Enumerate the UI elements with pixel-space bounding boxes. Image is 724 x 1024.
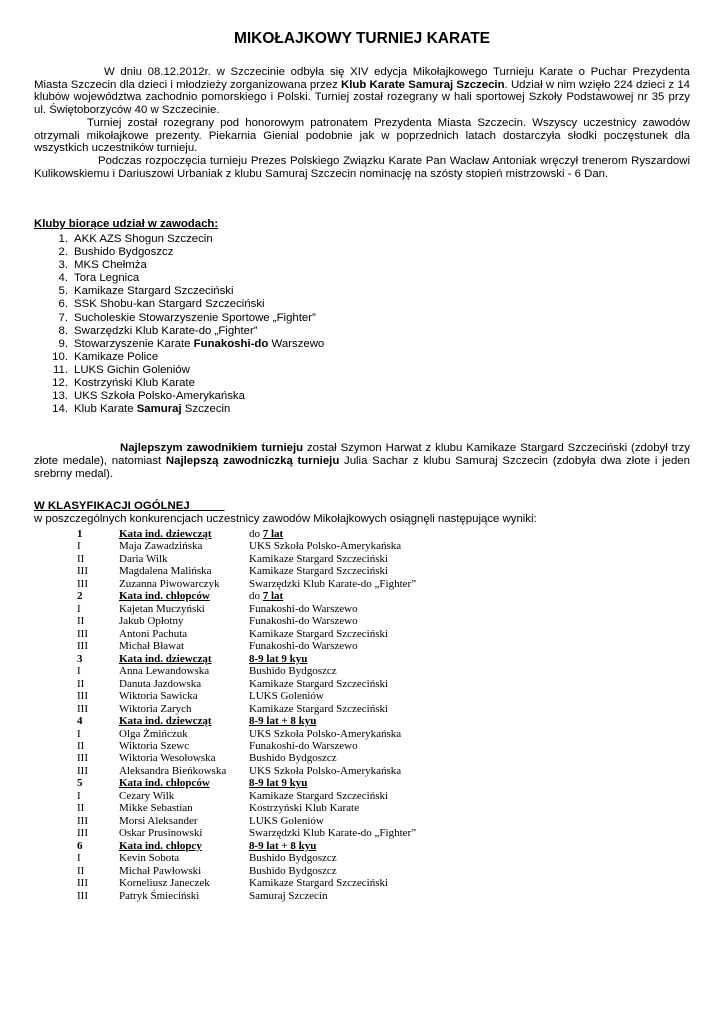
club-number: 3.: [58, 259, 68, 272]
category-name: Kata ind. dziewcząt: [119, 715, 212, 728]
result-club: Funakoshi-do Warszewo: [249, 615, 358, 628]
result-name: Zuzanna Piwowarczyk: [119, 577, 220, 590]
category-age-value: 8-9 lat + 8 kyu: [249, 839, 317, 852]
list-item: [34, 403, 324, 416]
result-name: Kevin Sobota: [119, 852, 180, 865]
result-club: Swarzędzki Klub Karate-do „Fighter”: [249, 577, 417, 590]
category-number: 6: [77, 839, 83, 852]
result-club: Kamikaze Stargard Szczeciński: [249, 565, 389, 578]
club-number: 1.: [58, 233, 68, 245]
result-place: III: [77, 627, 88, 640]
intro-text: . Udział w nim wzięło 224 dzieci z 14 klubów województwa zachodnio pomorskiego i Polski. Turniej został rozegrany w hali sportowej Szkoły Podstawowej nr 35 przy ul. Świętoborzyców 40 w Szczecinie.: [34, 78, 690, 117]
category-age-value: 8-9 lat 9 kyu: [249, 652, 308, 665]
result-place: III: [77, 752, 88, 765]
club-number: 12.: [52, 377, 68, 390]
result-club: Kamikaze Stargard Szczeciński: [249, 702, 389, 715]
result-place: III: [77, 877, 88, 890]
list-item: [34, 377, 324, 390]
result-place: I: [77, 602, 81, 615]
club-name: Szczecin: [181, 403, 231, 416]
classification-intro: w poszczególnych konkurencjach uczestnicy zawodów Mikołajkowych osiągnęli następujące wyniki:: [34, 513, 537, 525]
result-club: Samuraj Szczecin: [249, 889, 328, 902]
result-name: Michał Bławat: [119, 640, 185, 653]
list-item: [34, 351, 324, 364]
club-name-bold: Samuraj: [136, 403, 182, 416]
category-name: Kata ind. dziewcząt: [119, 528, 212, 540]
club-name: Stowarzyszenie Karate: [74, 337, 194, 350]
club-number: 10.: [52, 350, 68, 363]
result-club: Kostrzyński Klub Karate: [249, 802, 359, 815]
result-name: Korneliusz Janeczek: [119, 877, 210, 890]
organizer-club: Klub Karate Samuraj Szczecin: [341, 78, 505, 91]
result-name: Michał Pawłowski: [119, 864, 202, 877]
category-age: [249, 590, 283, 602]
category-age: [249, 840, 316, 852]
result-place: I: [77, 665, 81, 678]
list-item: [34, 364, 324, 377]
result-place: III: [77, 640, 88, 653]
result-place: I: [77, 540, 81, 553]
result-place: III: [77, 827, 88, 840]
club-number: 13.: [52, 390, 68, 403]
document-title: MIKOŁAJKOWY TURNIEJ KARATE: [233, 30, 491, 47]
category-name: Kata ind. chłopców: [119, 590, 210, 603]
result-club: LUKS Goleniów: [249, 690, 324, 703]
club-number: 8.: [58, 324, 68, 337]
result-club: UKS Szkoła Polsko-Amerykańska: [249, 540, 402, 553]
clubs-section: [34, 218, 324, 416]
result-club: Funakoshi-do Warszewo: [249, 602, 358, 615]
result-place: III: [77, 565, 88, 578]
best-male-label: Najlepszym zawodnikiem turnieju: [120, 442, 304, 454]
list-item: [34, 285, 324, 298]
list-item: [34, 325, 324, 338]
category-number: 2: [77, 590, 83, 603]
result-place: III: [77, 690, 88, 703]
club-number: 7.: [58, 311, 68, 324]
result-place: II: [77, 615, 85, 628]
result-name: Aleksandra Bieńkowska: [119, 764, 227, 777]
intro-text: W dniu 08.12.2012r. w Szczecinie odbyła się XIV edycja Mikołajkowego Turnieju Karate o Puchar Prezydenta Miasta Szczecin dla dzieci i młodzieży zorganizowana przez: [34, 66, 690, 91]
result-club: Kamikaze Stargard Szczeciński: [249, 677, 389, 690]
result-place: II: [77, 677, 85, 690]
result-name: Olga Żmińczuk: [119, 727, 188, 740]
result-place: I: [77, 727, 81, 740]
result-name: Wiktoria Zarych: [119, 702, 192, 715]
list-item: [34, 298, 324, 311]
category-number: 5: [77, 777, 83, 790]
result-place: I: [77, 852, 81, 865]
result-name: Antoni Pachuta: [119, 627, 188, 640]
club-number: 5.: [58, 285, 68, 298]
list-item: [34, 272, 324, 285]
category-number: 3: [77, 652, 83, 665]
intro-paragraph-3: Podczas rozpoczęcia turnieju Prezes Polskiego Związku Karate Pan Wacław Antoniak wręczył trenerom Ryszardowi Kulikowskiemu i Dariuszowi Urbaniak z klubu Samuraj Szczecin nominację na szósty stopień mistrzowski - 6 Dan.: [34, 154, 690, 180]
category-age-value: 8-9 lat + 8 kyu: [249, 715, 317, 728]
clubs-heading: Kluby biorące udział w zawodach:: [34, 218, 219, 230]
result-club: Funakoshi-do Warszewo: [249, 640, 358, 653]
category-age-value: 8-9 lat 9 kyu: [249, 777, 308, 790]
category-name: Kata ind. chłopcy: [119, 839, 202, 852]
list-item: [34, 390, 324, 403]
result-club: UKS Szkoła Polsko-Amerykańska: [249, 727, 402, 740]
result-club: Swarzędzki Klub Karate-do „Fighter”: [249, 827, 417, 840]
result-club: UKS Szkoła Polsko-Amerykańska: [249, 764, 402, 777]
result-club: Bushido Bydgoszcz: [249, 852, 337, 865]
club-number: 14.: [52, 403, 68, 416]
category-age-prefix: do: [249, 590, 263, 603]
result-place: III: [77, 702, 88, 715]
result-club: Bushido Bydgoszcz: [249, 665, 337, 678]
intro-section: [34, 66, 690, 180]
category-age-value: 7 lat: [262, 590, 284, 603]
result-name: Wiktoria Sawicka: [119, 690, 198, 703]
result-name: Daria Wilk: [119, 552, 168, 565]
club-number: 6.: [58, 298, 68, 311]
club-name: Kamikaze Police: [74, 350, 159, 363]
result-name: Wiktoria Szewc: [119, 739, 190, 752]
category-number: 1: [77, 528, 83, 540]
club-number: 4.: [58, 272, 68, 285]
club-number: 2.: [58, 246, 68, 259]
result-name: Patryk Śmieciński: [119, 889, 200, 902]
result-name: Mikke Sebastian: [119, 802, 193, 815]
club-name: Bushido Bydgoszcz: [74, 246, 174, 259]
result-place: III: [77, 764, 88, 777]
result-name: Cezary Wilk: [119, 789, 175, 802]
result-name: Anna Lewandowska: [119, 665, 210, 678]
list-item: [34, 246, 324, 259]
category-age: [249, 777, 307, 789]
result-club: Funakoshi-do Warszewo: [249, 739, 358, 752]
category-age: [249, 653, 307, 665]
result-place: II: [77, 802, 85, 815]
result-club: Kamikaze Stargard Szczeciński: [249, 552, 389, 565]
result-club: LUKS Goleniów: [249, 814, 324, 827]
list-item: [34, 312, 324, 325]
list-item: [34, 259, 324, 272]
club-name: Klub Karate: [74, 403, 137, 416]
club-number: 9.: [58, 337, 68, 350]
club-name-bold: Funakoshi-do: [193, 337, 269, 350]
list-item: [34, 233, 324, 246]
club-name: Kostrzyński Klub Karate: [74, 377, 195, 390]
club-name: LUKS Gichin Goleniów: [74, 363, 190, 376]
category-age-prefix: do: [249, 528, 263, 540]
category-age: [249, 715, 316, 727]
result-name: Danuta Jazdowska: [119, 677, 202, 690]
best-athletes-paragraph: [34, 442, 690, 481]
category-age: [249, 528, 283, 540]
club-name: MKS Chełmża: [74, 259, 147, 272]
result-place: III: [77, 814, 88, 827]
result-club: Bushido Bydgoszcz: [249, 864, 337, 877]
category-name: Kata ind. chłopców: [119, 777, 210, 790]
result-name: Wiktoria Wesołowska: [119, 752, 216, 765]
result-name: Maja Zawadzińska: [119, 540, 203, 553]
club-name: UKS Szkoła Polsko-Amerykańska: [74, 390, 245, 403]
result-name: Magdalena Malińska: [119, 565, 212, 578]
result-place: I: [77, 789, 81, 802]
result-name: Jakub Opłotny: [119, 615, 184, 628]
result-place: III: [77, 577, 88, 590]
list-item: [34, 338, 324, 351]
result-club: Bushido Bydgoszcz: [249, 752, 337, 765]
club-name: SSK Shobu-kan Stargard Szczeciński: [74, 298, 265, 311]
classification-title: W KLASYFIKACJI OGÓLNEJ: [34, 500, 190, 512]
result-name: Oskar Prusinowski: [119, 827, 203, 840]
club-name: AKK AZS Shogun Szczecin: [74, 233, 213, 245]
result-name: Kajetan Muczyński: [119, 602, 205, 615]
club-name: Kamikaze Stargard Szczeciński: [74, 285, 234, 298]
result-club: Kamikaze Stargard Szczeciński: [249, 627, 389, 640]
clubs-list: [34, 233, 324, 416]
club-name: Swarzędzki Klub Karate-do „Fighter”: [74, 324, 258, 337]
classification-heading: [34, 500, 225, 512]
best-text: Julia Sachar z klubu Samuraj Szczecin (zdobyła dwa złote i jeden srebrny medal).: [34, 455, 690, 480]
category-age-value: 7 lat: [262, 528, 284, 540]
result-place: II: [77, 739, 85, 752]
category-number: 4: [77, 715, 83, 728]
result-place: II: [77, 864, 85, 877]
best-female-label: Najlepszą zawodniczką turnieju: [165, 455, 340, 467]
intro-paragraph-1: [34, 66, 690, 117]
club-name: Warszewo: [268, 337, 325, 350]
result-club: Kamikaze Stargard Szczeciński: [249, 789, 389, 802]
result-place: II: [77, 552, 85, 565]
best-text: został Szymon Harwat z klubu Kamikaze Stargard Szczeciński (zdobył trzy złote medale), natomiast: [34, 442, 690, 467]
result-place: III: [77, 889, 88, 902]
club-name: Tora Legnica: [74, 272, 140, 285]
category-name: Kata ind. dziewcząt: [119, 652, 212, 665]
club-name: Sucholeskie Stowarzyszenie Sportowe „Fighter”: [74, 311, 316, 324]
intro-paragraph-2: Turniej został rozegrany pod honorowym patronatem Prezydenta Miasta Szczecin. Wszyscy uczestnicy zawodów otrzymali mikołajkowe prezenty. Piekarnia Gienial podobnie jak w poprzednich latach dostarczyła słodki poczęstunek dla wszystkich uczestników turnieju.: [34, 116, 690, 155]
club-number: 11.: [53, 363, 68, 376]
result-name: Morsi Aleksander: [119, 814, 198, 827]
result-club: Kamikaze Stargard Szczeciński: [249, 877, 389, 890]
